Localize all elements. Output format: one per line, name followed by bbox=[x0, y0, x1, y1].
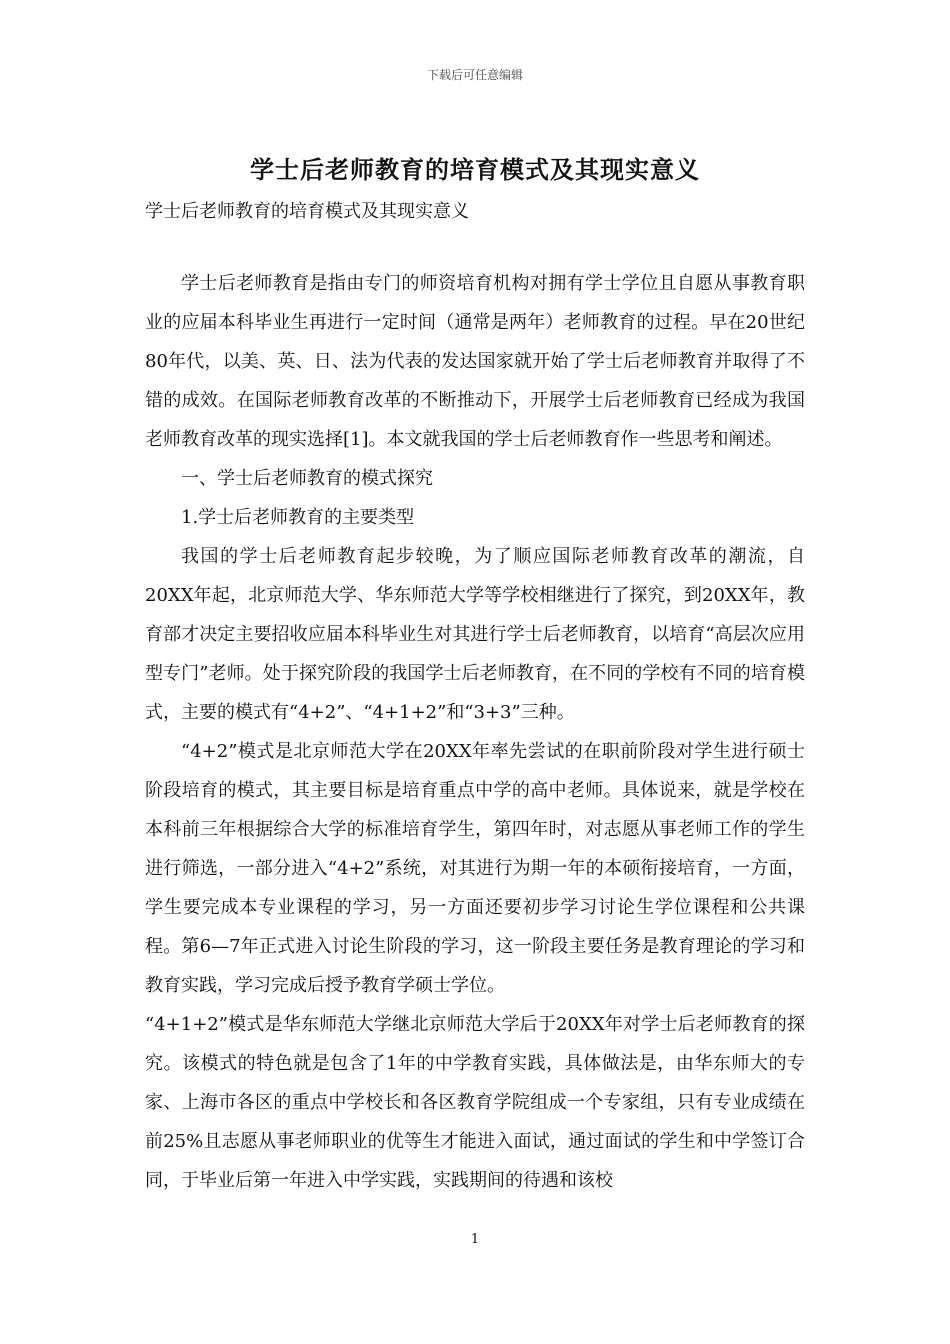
paragraph-model-4-1-2: “4+1+2”模式是华东师范大学继北京师范大学后于20XX年对学士后老师教育的探究。该模式的特色就是包含了1年的中学教育实践，具体做法是，由华东师大的专家、上海市各区的重点中学校长和各区教育学院组成一个专家组，只有专业成绩在前25%且志愿从事老师职业的优等生才能进入面试，通过面试的学生和中学签订合同，于毕业后第一年进入中学实践，实践期间的待遇和该校 bbox=[145, 1014, 805, 1191]
document-title: 学士后老师教育的培育模式及其现实意义 bbox=[250, 155, 700, 184]
page-header-note: 下载后可任意编辑 bbox=[426, 68, 523, 82]
paragraph-intro: 学士后老师教育是指由专门的师资培育机构对拥有学士学位且自愿从事教育职业的应届本科毕业生再进行一定时间（通常是两年）老师教育的过程。早在20世纪80年代，以美、英、日、法为代表的发达国家就开始了学士后老师教育并取得了不错的成效。在国际老师教育改革的不断推动下，开展学士后老师教育已经成为我国老师教育改革的现实选择[1]。本文就我国的学士后老师教育作一些思考和阐述。 bbox=[145, 273, 805, 450]
paragraph-overview: 我国的学士后老师教育起步较晚，为了顺应国际老师教育改革的潮流，自20XX年起，北京师范大学、华东师范大学等学校相继进行了探究，到20XX年，教育部才决定主要招收应届本科毕业生对其进行学士后老师教育，以培育“高层次应用型专门”老师。处于探究阶段的我国学士后老师教育，在不同的学校有不同的培育模式，主要的模式有“4+2”、“4+1+2”和“3+3”三种。 bbox=[145, 546, 805, 723]
subsection-heading-1-1: 1.学士后老师教育的主要类型 bbox=[181, 507, 415, 528]
section-heading-1: 一、学士后老师教育的模式探究 bbox=[181, 468, 433, 489]
document-subtitle: 学士后老师教育的培育模式及其现实意义 bbox=[145, 201, 469, 222]
paragraph-model-4-2: “4+2”模式是北京师范大学在20XX年率先尝试的在职前阶段对学生进行硕士阶段培育的模式，其主要目标是培育重点中学的高中老师。具体说来，就是学校在本科前三年根据综合大学的标准培育学生，第四年时，对志愿从事老师工作的学生进行筛选，一部分进入“4+2”系统，对其进行为期一年的本硕衔接培育，一方面，学生要完成本专业课程的学习，另一方面还要初步学习讨论生学位课程和公共课程。第6—7年正式进入讨论生阶段的学习，这一阶段主要任务是教育理论的学习和教育实践，学习完成后授予教育学硕士学位。 bbox=[145, 741, 805, 996]
page-number: 1 bbox=[470, 1232, 480, 1247]
document-body bbox=[145, 264, 805, 1200]
